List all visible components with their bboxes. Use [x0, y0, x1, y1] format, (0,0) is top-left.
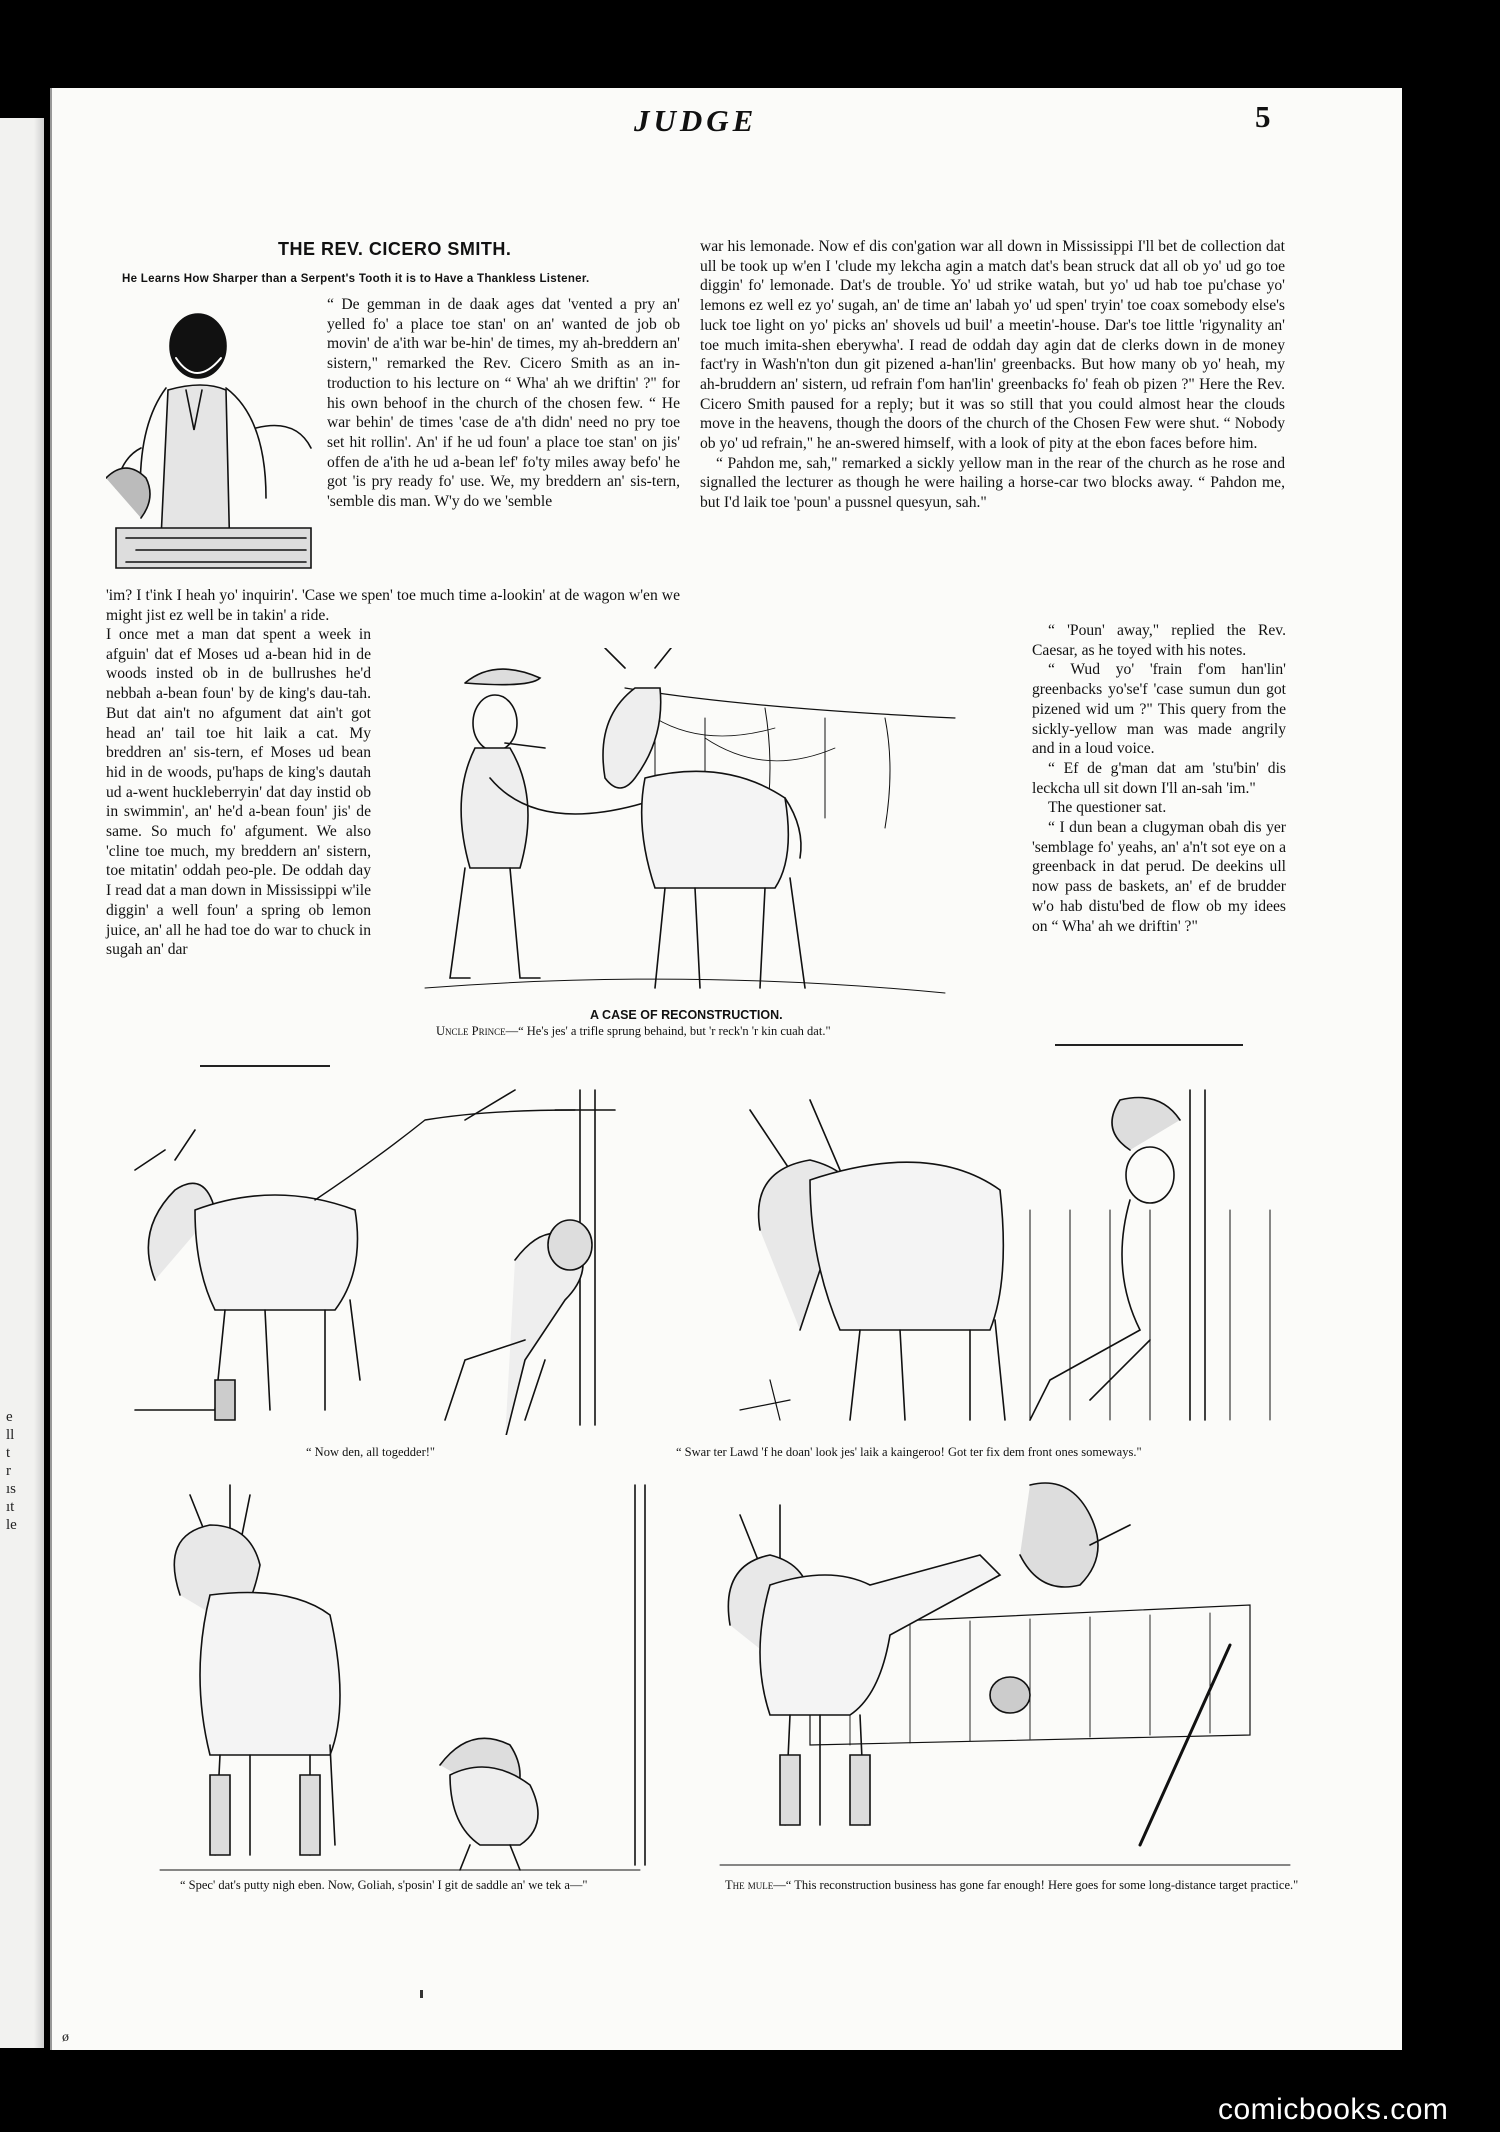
cartoon-caption: [436, 1024, 996, 1039]
article-paragraph: “ Wud yo' 'frain f'om han'lin' greenbacks yo'se'f 'case sumun dun got pizened wid um ?" This query from the sickly-yellow man was made angrily and in a loud voice.: [1032, 661, 1286, 758]
man-hanging-from-post-illustration: [115, 1080, 635, 1435]
article-paragraph: “ Pahdon me, sah," remarked a sickly yellow man in the rear of the church as he rose and signalled the lecturer as though he were hailing a horse-car two blocks away. “ Pahdon me, but I'd laik toe 'poun' a pussnel quesyun, sah.": [700, 454, 1285, 512]
article-text-continued: 'im? I t'ink I heah yo' inquirin'. 'Case we spen' toe much time a-lookin' at de wagon w'en we might jist ez well be in takin' a ride.: [106, 587, 680, 624]
mule-kicking-man-illustration: [710, 1475, 1300, 1875]
article-paragraph: The questioner sat.: [1048, 799, 1167, 817]
page-corner-mark: ø: [62, 2030, 69, 2045]
man-leading-mule-illustration: [405, 648, 965, 1010]
article-paragraph: “ 'Poun' away," replied the Rev. Caesar, as he toyed with his notes.: [1032, 622, 1286, 659]
caption-speaker: The mule: [725, 1878, 774, 1892]
previous-page-edge: [0, 118, 44, 2048]
article-paragraph: war his lemonade. Now ef dis con'gation war all down in Mississippi I'll bet de collection dat ull be took up w'en I 'clude my lekcha agin a match dat's bean struck dat all ob yo' ud go toe diggin' fo' lemonade. Dat's de trouble. Yo' ud strike watah, but yo' ud hab toe pu'chase yo' lemons ez well ez yo' sugah, an' de time an' labah yo' ud spen' tryin' toe coax somebody else's luck toe light on yo' picks an' shovels ud buil' a meetin'-house. Dar's toe little 'rigynality an' toe much imita-shen eberywha'. I read de oddah day agin dat de clerks down in de money fact'ry in Wash'n'ton dun git pizened a-han'lin' greenbacks. But how many ob yo' heah, my ah-bruddern an' sistern, ud refrain f'om han'lin' greenbacks fo' feah ob pizen ?" Here the Rev. Cicero Smith paused for a reply; but it was so still that you could almost hear the clouds move in the heavens, though the doors of the church of the Chosen Few were shut. “ Nobody ob yo' ud refrain," he an-swered himself, with a look of pity at the ebon faces before him.: [700, 238, 1285, 453]
panel-three-caption: “ Spec' dat's putty nigh eben. Now, Goliah, s'posin' I git de saddle an' we tek a—": [180, 1878, 588, 1892]
previous-page-fragment: e ll t r ıs ıt le: [6, 1409, 17, 1533]
caption-text: —“ He's jes' a trifle sprung behaind, but 'r reck'n 'r kin cuah dat.": [505, 1024, 831, 1038]
cartoon-title: A CASE OF RECONSTRUCTION.: [590, 1008, 783, 1022]
column-end-rule: [1055, 1044, 1243, 1046]
page-edge-line: [50, 88, 52, 2050]
article-text-column-narrow: I once met a man dat spent a week in afguin' dat ef Moses ud a-bean hid in de woods insted ob in de bullrushes he'd nebbah a-bean foun' by de king's dau-tah. But dat ain't no afgument dat ain't got head an' tail toe hit laik a cat. My breddren an' sis-tern, ef Moses ud bean hid in de woods, pu'haps de king's dautah ud a-went huckleberryin' dat day instid ob in swimmin', an' he'd a-bean foun' jis' de same. So much fo' afgument. We also 'cline toe much, my breddern an' sistern, toe mitatin' oddah peo-ple. De oddah day I read dat a man down in Mississippi w'ile diggin' a well foun' a spring ob lemon juice, an' all he had toe do war to chuck in sugah an' dar: [106, 626, 371, 959]
running-head: JUDGE: [634, 103, 758, 138]
watermark: comicbooks.com: [1218, 2093, 1449, 2126]
caption-text: —“ This reconstruction business has gone far enough! Here goes for some long-distance target practice.": [773, 1878, 1299, 1892]
article-text-column-two: [700, 237, 1285, 513]
panel-one-caption: “ Now den, all togedder!": [306, 1445, 436, 1459]
article-paragraph: “ I dun bean a clugyman obah dis yer 'semblage fo' yeahs, an' a'n't sot eye on a greenback in dat perud. De deekins ull now pass de baskets, an' ef de brudder w'o hab distu'bed de flow ob my idees on “ Wha' ah we driftin' ?": [1032, 819, 1286, 935]
article-subtitle: He Learns How Sharper than a Serpent's Tooth it is to Have a Thankless Listener.: [122, 273, 590, 285]
article-text-column-two-narrow: [1032, 621, 1286, 936]
page-foot-mark: [420, 1990, 423, 1998]
panel-four-caption: [725, 1878, 1305, 1893]
preacher-portrait-illustration: [106, 298, 322, 578]
man-leaning-on-post-illustration: [730, 1080, 1290, 1435]
article-title: THE REV. CICERO SMITH.: [278, 239, 512, 259]
caption-speaker: Uncle Prince: [436, 1024, 506, 1038]
man-inspecting-mule-legs-illustration: [150, 1475, 650, 1875]
column-end-rule: [200, 1065, 330, 1067]
page-number: 5: [1255, 99, 1271, 134]
article-text-intro: “ De gemman in de daak ages dat 'vented a pry an' yelled fo' a place toe stan' on an' wanted de job ob movin' de a'ith war be-hin' de times, my ah-breddern an' sistern," remarked the Rev. Cicero Smith as an in-troduction to his lecture on “ Wha' ah we driftin' ?" for his own behoof in the church of the chosen few. “ He war behin' de times 'case de a'th didn' need no pry toe set hit rollin'. An' if he ud foun' a place toe stan' on jis' offen de a'ith he ud a-bean lef' fo'ty miles away befo' he got 'is pry ready fo' use. We, my breddern an' sis-tern, 'semble dis man. W'y do we 'semble: [327, 296, 680, 511]
panel-two-caption: “ Swar ter Lawd 'f he doan' look jes' laik a kaingeroo! Got ter fix dem front ones someways.": [676, 1445, 1142, 1459]
article-paragraph: “ Ef de g'man dat am 'stu'bin' dis leckcha ull sit down I'll an-sah 'im.": [1032, 759, 1286, 797]
